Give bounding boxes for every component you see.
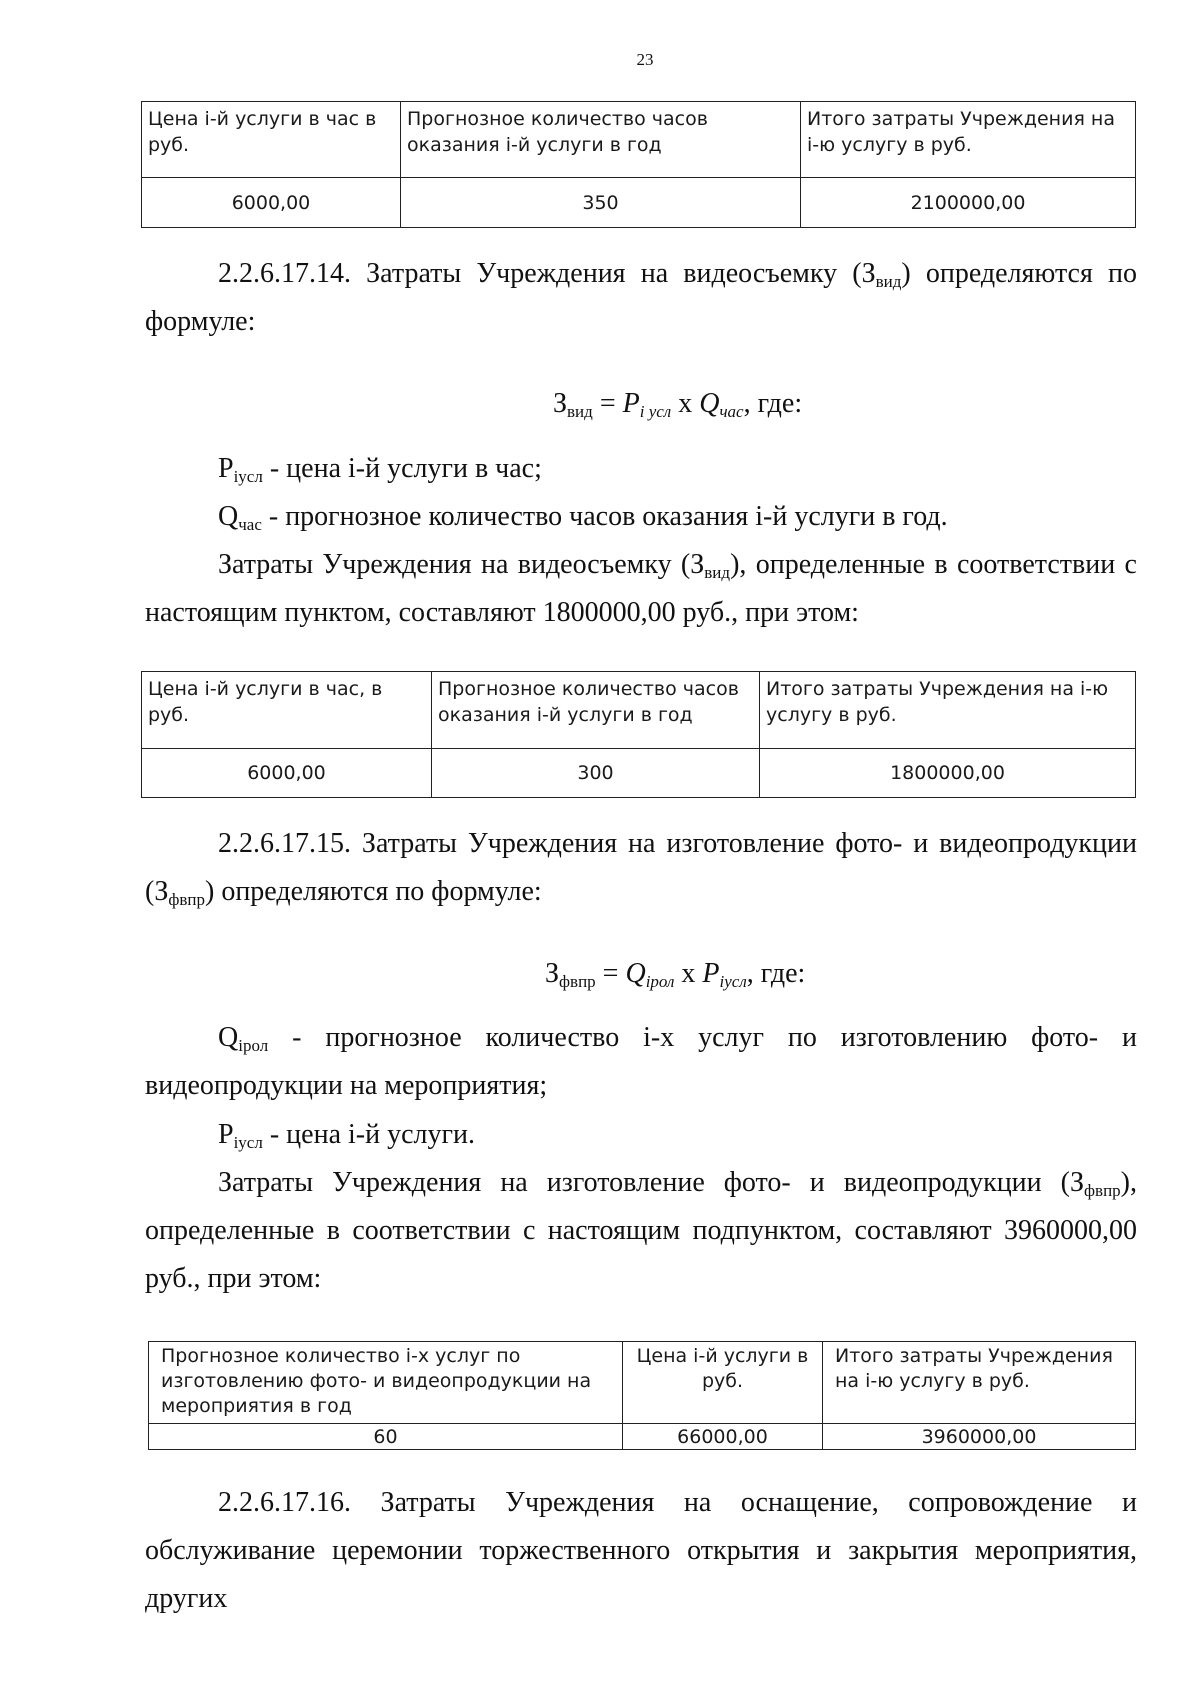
header-quantity: Прогнозное количество i-х услуг по изготовлению фото- и видеопродукции на мероприятия в год [149, 1342, 623, 1424]
header-hours-per-year: Прогнозное количество часов оказания i-й услуги в год [432, 672, 760, 749]
header-hours-per-year: Прогнозное количество часов оказания i-й услуги в год [401, 102, 801, 178]
table-service-1 [141, 101, 1136, 228]
section-15-paragraph: 2.2.6.17.15. Затраты Учреждения на изготовление фото- и видеопродукции $(З_{фвпр})$ определяются по формуле: [145, 828, 1137, 909]
section-15-total-paragraph: Затраты Учреждения на изготовление фото- и видеопродукции $(З_{фвпр})$, определенные в соответствии с настоящим подпунктом, составляют 3960000,00 руб., при этом: [145, 1167, 1137, 1294]
formula-photo-video: $З_{фвпр} = Q_{iрол}$ x $P_{iусл}$, где: [545, 958, 806, 991]
table-row [142, 749, 1136, 798]
table-header-row [149, 1342, 1136, 1424]
cell-price: 66000,00 [623, 1424, 823, 1450]
table-header-row [142, 102, 1136, 178]
formula-video: $З_{вид} = P_{i усл}$ x $Q_{час}$, где: [553, 388, 803, 421]
cell-hours: 300 [432, 749, 760, 798]
cell-total: 2100000,00 [801, 178, 1136, 228]
definition-quantity: $Q_{iрол}$ - прогнозное количество i-х услуг по изготовлению фото- и видеопродукции на мероприятия; [145, 1022, 1137, 1101]
cell-quantity: 60 [149, 1424, 623, 1450]
table-header-row [142, 672, 1136, 749]
page-number: 23 [636, 50, 654, 69]
section-14-paragraph: 2.2.6.17.14. Затраты Учреждения на видеосъемку $(З_{вид})$ определяются по формуле: [145, 258, 1137, 337]
header-price-per-hour: Цена i-й услуги в час в руб. [142, 102, 401, 178]
header-price: Цена i-й услуги в руб. [623, 1342, 823, 1424]
cell-hours: 350 [401, 178, 801, 228]
cell-price: 6000,00 [142, 749, 432, 798]
section-14-total-paragraph: Затраты Учреждения на видеосъемку $(З_{вид})$, определенные в соответствии с настоящим пунктом, составляют 1800000,00 руб., при этом: [145, 549, 1137, 628]
definition-price: $P_{iусл}$ - цена i-й услуги в час; [218, 453, 542, 486]
header-total-cost: Итого затраты Учреждения на i-ю услугу в руб. [823, 1342, 1136, 1424]
section-16-paragraph: 2.2.6.17.16. Затраты Учреждения на оснащение, сопровождение и обслуживание церемонии торжественного открытия и закрытия мероприятия, других [145, 1487, 1137, 1614]
definition-hours: $Q_{час}$ - прогнозное количество часов оказания i-й услуги в год. [218, 501, 948, 534]
table-row [142, 178, 1136, 228]
header-total-cost: Итого затраты Учреждения на i-ю услугу в руб. [801, 102, 1136, 178]
cell-price: 6000,00 [142, 178, 401, 228]
table-service-2 [141, 671, 1136, 798]
table-row [149, 1424, 1136, 1450]
definition-price: $P_{iусл}$ - цена i-й услуги. [218, 1119, 475, 1152]
table-service-3 [148, 1341, 1136, 1450]
cell-total: 1800000,00 [760, 749, 1136, 798]
cell-total: 3960000,00 [823, 1424, 1136, 1450]
header-price-per-hour: Цена i-й услуги в час, в руб. [142, 672, 432, 749]
header-total-cost: Итого затраты Учреждения на i-ю услугу в руб. [760, 672, 1136, 749]
